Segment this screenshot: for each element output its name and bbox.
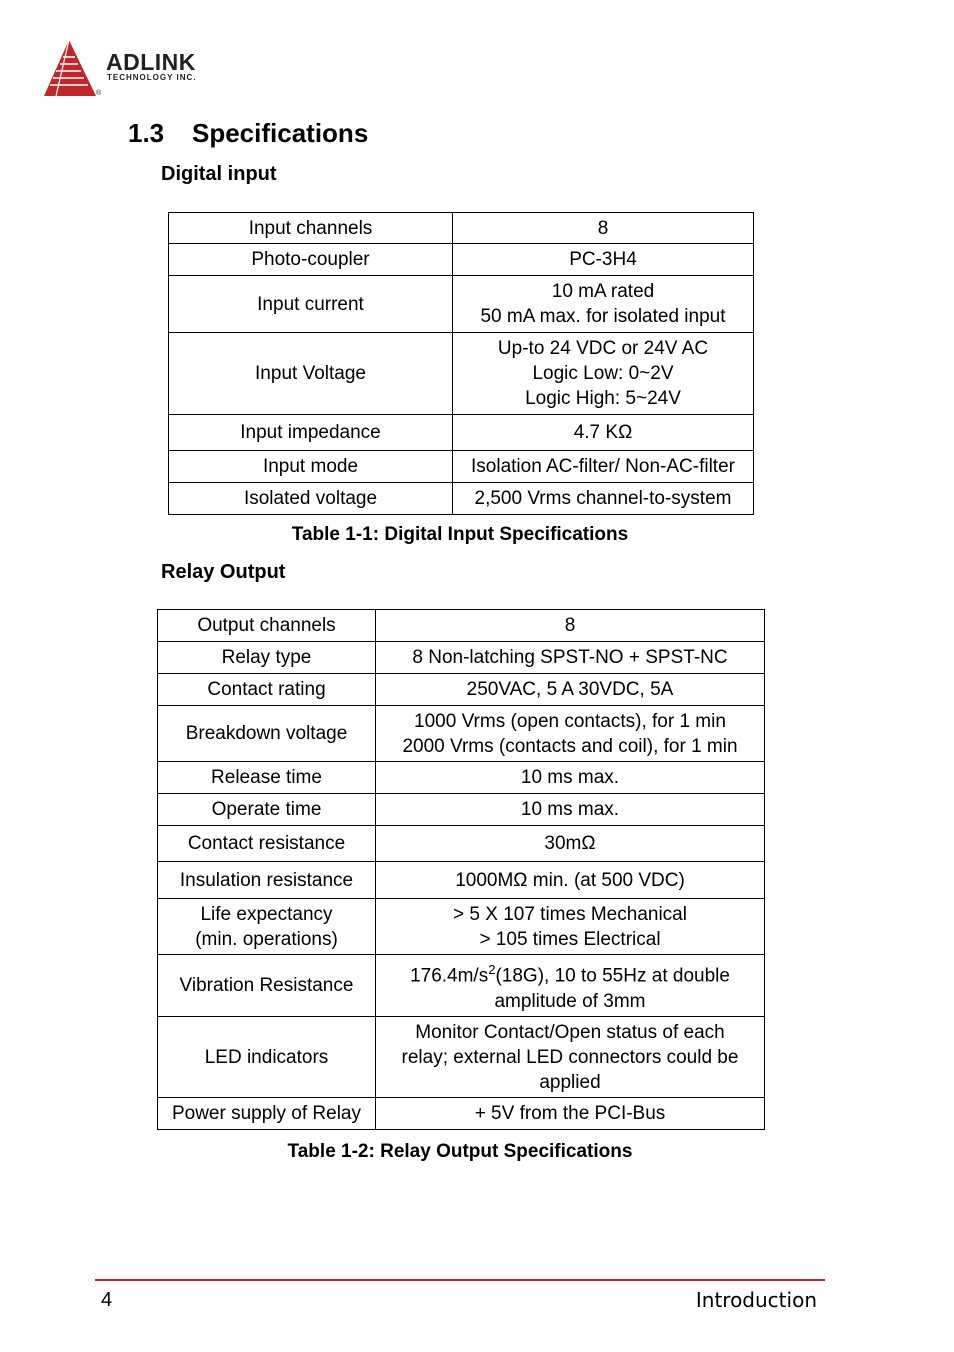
relay-output-label-cell: LED indicators xyxy=(158,1017,376,1098)
relay-output-label-cell: Insulation resistance xyxy=(158,862,376,899)
digital-input-row xyxy=(169,451,754,483)
relay-output-row xyxy=(158,762,765,794)
relay-output-row xyxy=(158,1017,765,1098)
digital-input-row xyxy=(169,333,754,415)
digital-input-value-cell: 8 xyxy=(453,213,754,244)
relay-output-value-cell: 10 ms max. xyxy=(376,794,765,826)
section-heading xyxy=(128,120,368,146)
relay-output-table-caption: Table 1-2: Relay Output Specifications xyxy=(287,1141,633,1162)
digital-input-table-body xyxy=(169,213,754,515)
section-number: 1.3 xyxy=(128,118,165,148)
relay-output-value-cell: 10 ms max. xyxy=(376,762,765,794)
relay-output-row xyxy=(158,706,765,762)
relay-output-table-body xyxy=(158,610,765,1130)
digital-input-label-cell: Photo-coupler xyxy=(169,244,453,276)
section-title: Specifications xyxy=(192,118,369,148)
digital-input-value-cell: 10 mA rated 50 mA max. for isolated input xyxy=(453,276,754,333)
digital-input-heading: Digital input xyxy=(161,163,277,185)
digital-input-label-cell: Input impedance xyxy=(169,415,453,451)
digital-input-label-cell: Input mode xyxy=(169,451,453,483)
relay-output-value-cell: 1000 Vrms (open contacts), for 1 min 2000 Vrms (contacts and coil), for 1 min xyxy=(376,706,765,762)
digital-input-table xyxy=(168,212,754,515)
relay-output-label-cell: Life expectancy (min. operations) xyxy=(158,899,376,955)
relay-output-value-cell: > 5 X 107 times Mechanical > 105 times Electrical xyxy=(376,899,765,955)
relay-output-value-cell: Monitor Contact/Open status of each relay; external LED connectors could be applied xyxy=(376,1017,765,1098)
relay-output-row xyxy=(158,899,765,955)
relay-output-label-cell: Output channels xyxy=(158,610,376,642)
adlink-logo xyxy=(42,38,232,100)
digital-input-value-cell: 2,500 Vrms channel-to-system xyxy=(453,483,754,515)
relay-output-label-cell: Contact rating xyxy=(158,674,376,706)
digital-input-row xyxy=(169,415,754,451)
relay-output-heading: Relay Output xyxy=(161,561,286,583)
relay-output-row xyxy=(158,610,765,642)
footer-chapter-title: Introduction xyxy=(695,1288,817,1312)
digital-input-label-cell: Isolated voltage xyxy=(169,483,453,515)
relay-output-label-cell: Breakdown voltage xyxy=(158,706,376,762)
digital-input-row xyxy=(169,276,754,333)
digital-input-label-cell: Input Voltage xyxy=(169,333,453,415)
relay-output-value-cell: $176.4m/s^2(18G)$, 10 to 55Hz at double amplitude of 3mm xyxy=(376,955,765,1017)
digital-input-label-cell: Input current xyxy=(169,276,453,333)
digital-input-value-cell: PC-3H4 xyxy=(453,244,754,276)
relay-output-row xyxy=(158,862,765,899)
relay-output-label-cell: Relay type xyxy=(158,642,376,674)
relay-output-row xyxy=(158,955,765,1017)
relay-output-label-cell: Power supply of Relay xyxy=(158,1098,376,1130)
relay-output-table xyxy=(157,609,765,1130)
relay-output-value-cell: + 5V from the PCI-Bus xyxy=(376,1098,765,1130)
digital-input-row xyxy=(169,244,754,276)
digital-input-value-cell: Up-to 24 VDC or 24V AC Logic Low: 0~2V Logic High: 5~24V xyxy=(453,333,754,415)
digital-input-label-cell: Input channels xyxy=(169,213,453,244)
relay-output-value-cell: 250VAC, 5 A 30VDC, 5A xyxy=(376,674,765,706)
relay-output-label-cell: Vibration Resistance xyxy=(158,955,376,1017)
relay-output-value-cell: 1000MΩ min. (at 500 VDC) xyxy=(376,862,765,899)
adlink-triangle-logo-icon xyxy=(42,38,98,98)
footer-divider xyxy=(95,1279,825,1281)
footer-page-number: 4 xyxy=(101,1289,113,1311)
logo-wordmark: ADLINK xyxy=(106,49,196,75)
relay-output-row xyxy=(158,794,765,826)
digital-input-table-caption: Table 1-1: Digital Input Specifications xyxy=(291,524,629,545)
relay-output-value-cell: 8 xyxy=(376,610,765,642)
relay-output-label-cell: Operate time xyxy=(158,794,376,826)
relay-output-row xyxy=(158,1098,765,1130)
relay-output-label-cell: Contact resistance xyxy=(158,826,376,862)
digital-input-row xyxy=(169,213,754,244)
relay-output-value-cell: 8 Non-latching SPST-NO + SPST-NC xyxy=(376,642,765,674)
logo-registered-mark: ® xyxy=(96,90,102,97)
digital-input-value-cell: 4.7 KΩ xyxy=(453,415,754,451)
logo-subtitle: TECHNOLOGY INC. xyxy=(107,73,197,82)
relay-output-row xyxy=(158,826,765,862)
relay-output-value-cell: 30mΩ xyxy=(376,826,765,862)
relay-output-row xyxy=(158,642,765,674)
relay-output-row xyxy=(158,674,765,706)
digital-input-value-cell: Isolation AC-filter/ Non-AC-filter xyxy=(453,451,754,483)
digital-input-row xyxy=(169,483,754,515)
relay-output-label-cell: Release time xyxy=(158,762,376,794)
